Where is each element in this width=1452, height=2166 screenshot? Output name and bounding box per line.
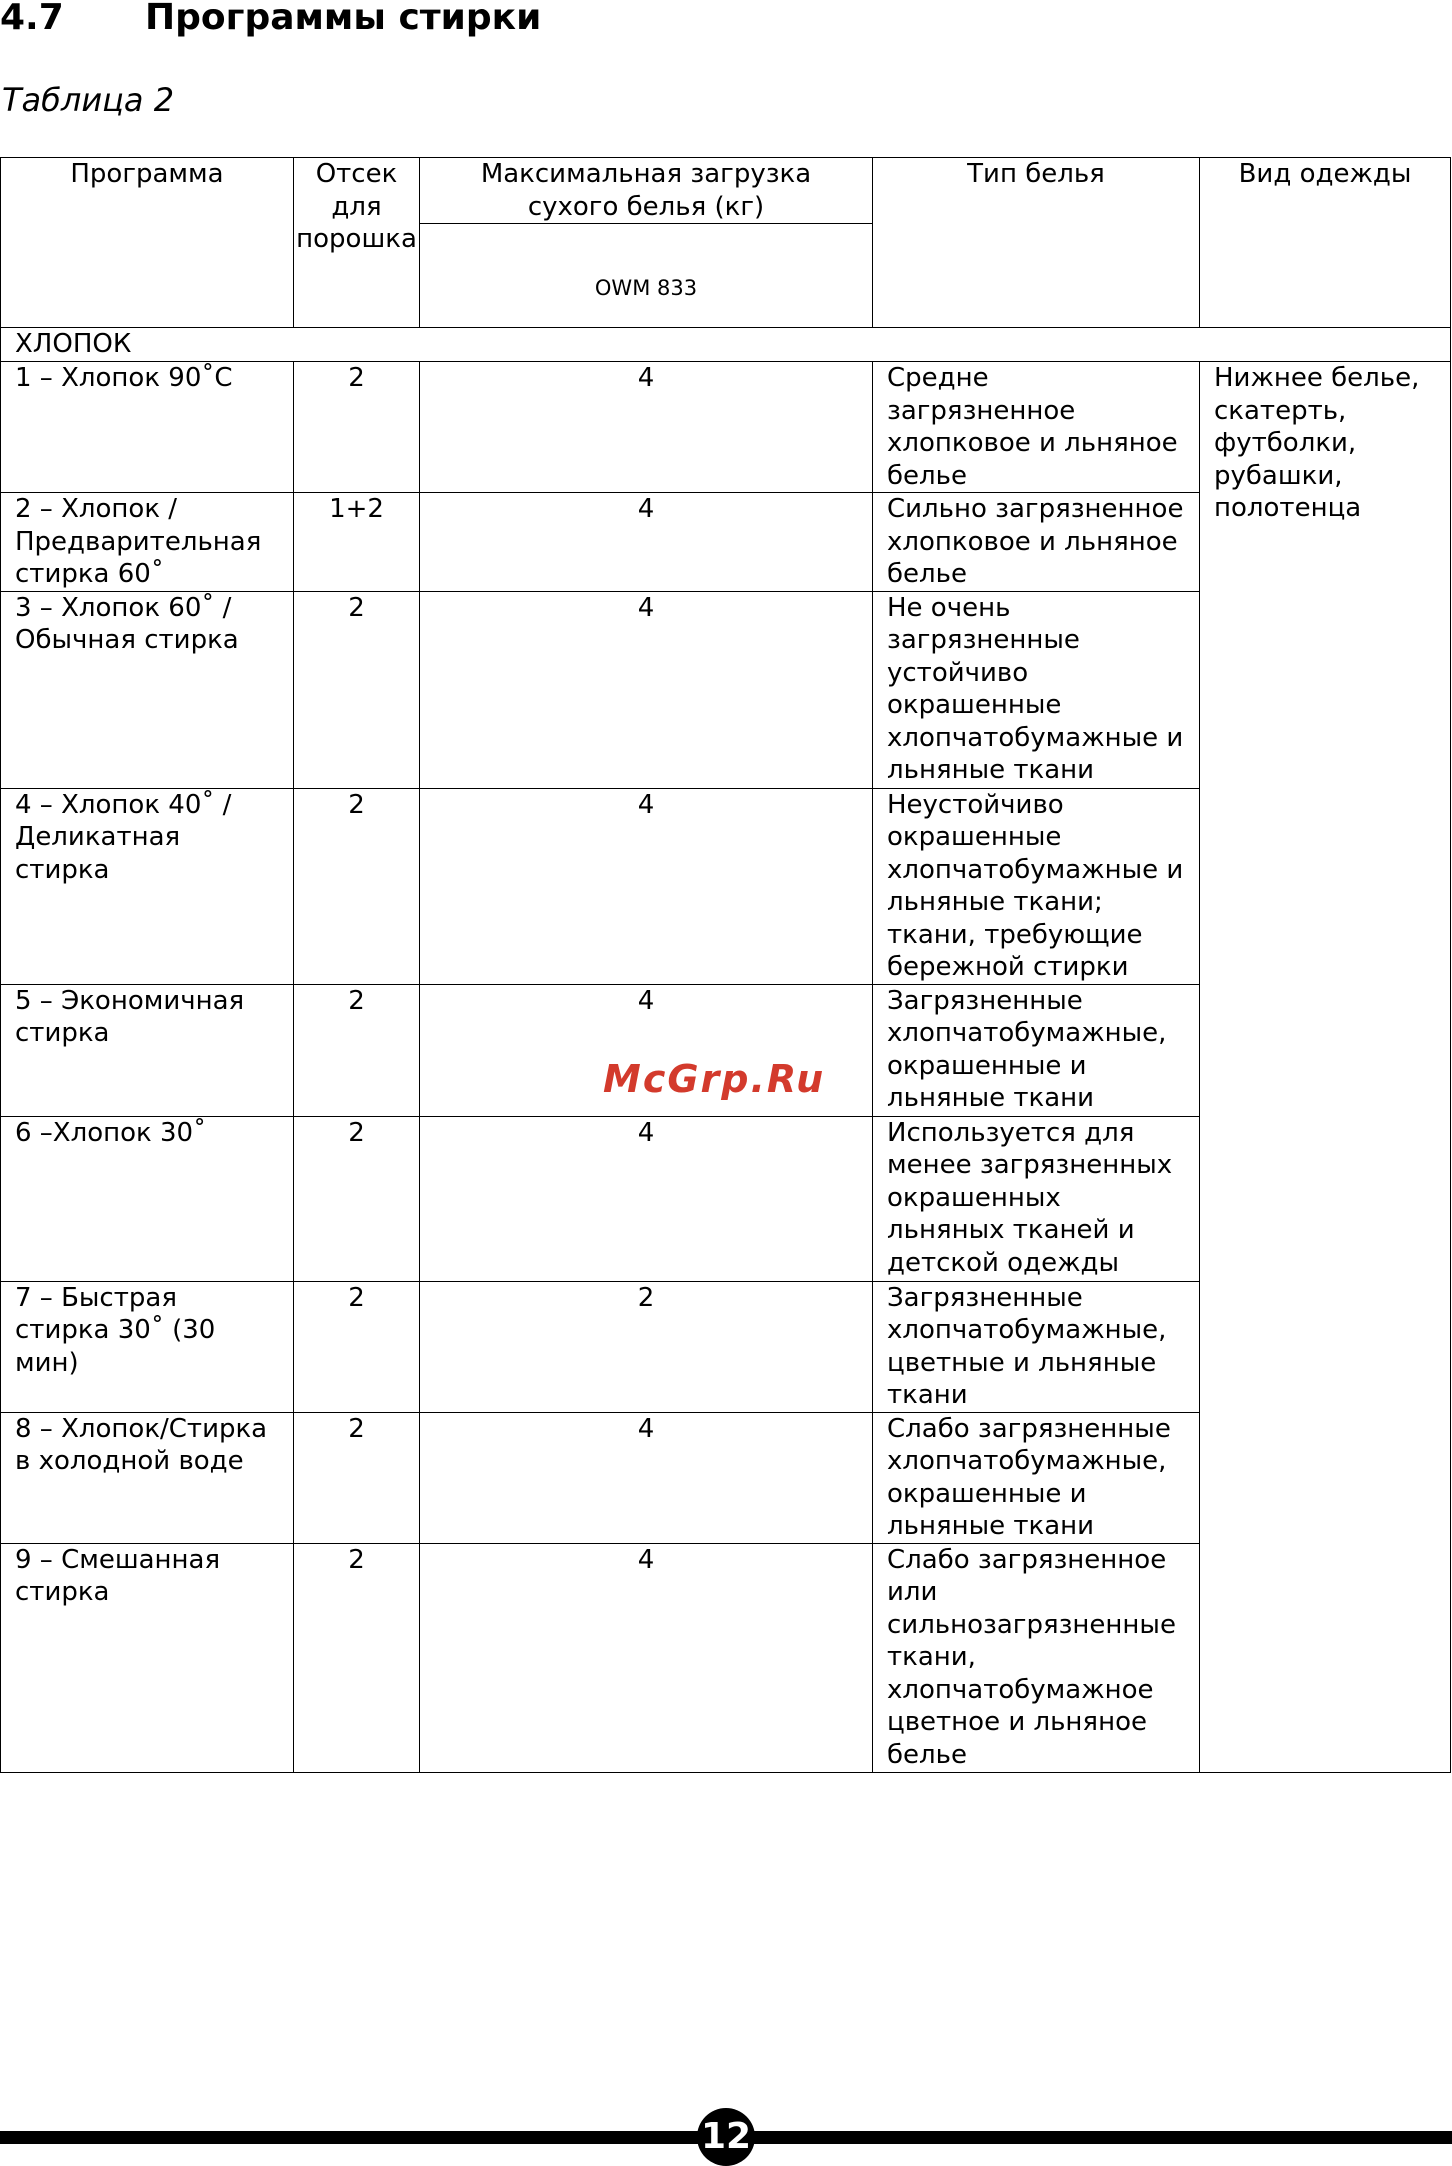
program-cell: 8 – Хлопок/Стирка в холодной воде [1, 1412, 294, 1543]
section-title [0, 0, 541, 40]
group-label: ХЛОПОК [1, 328, 1451, 362]
load-cell: 4 [420, 788, 873, 984]
load-cell: 4 [420, 984, 873, 1116]
program-cell: 2 – Хлопок / Предварительная стирка 60˚ [1, 493, 294, 592]
load-cell: 4 [420, 1543, 873, 1772]
compartment-cell: 2 [294, 1281, 420, 1412]
program-cell: 1 – Хлопок 90˚С [1, 362, 294, 493]
header-model: OWM 833 [420, 224, 873, 328]
load-cell: 4 [420, 591, 873, 788]
laundry-type-cell: Средне загрязненное хлопковое и льняное белье [873, 362, 1200, 493]
load-cell: 4 [420, 493, 873, 592]
header-garment: Вид одежды [1200, 158, 1451, 328]
program-cell: 9 – Смешанная стирка [1, 1543, 294, 1772]
program-cell: 4 – Хлопок 40˚ / Деликатная стирка [1, 788, 294, 984]
program-cell: 3 – Хлопок 60˚ / Обычная стирка [1, 591, 294, 788]
laundry-type-cell: Загрязненные хлопчатобумажные, окрашенные и льняные ткани [873, 984, 1200, 1116]
laundry-type-cell: Неустойчиво окрашенные хлопчатобумажные и льняные ткани; ткани, требующие бережной стирки [873, 788, 1200, 984]
wash-programs-table [0, 157, 1451, 1773]
page-number-badge: 12 [697, 2108, 755, 2166]
section-number: 4.7 [0, 0, 64, 38]
compartment-cell: 1+2 [294, 493, 420, 592]
load-cell: 4 [420, 1412, 873, 1543]
program-cell: 7 – Быстрая стирка 30˚ (30 мин) [1, 1281, 294, 1412]
compartment-cell: 2 [294, 362, 420, 493]
compartment-cell: 2 [294, 1412, 420, 1543]
compartment-cell: 2 [294, 1116, 420, 1281]
laundry-type-cell: Используется для менее загрязненных окрашенных льняных тканей и детской одежды [873, 1116, 1200, 1281]
header-laundry-type: Тип белья [873, 158, 1200, 328]
watermark-text: McGrp.Ru [603, 1057, 826, 1101]
laundry-type-cell: Не очень загрязненные устойчиво окрашенные хлопчатобумажные и льняные ткани [873, 591, 1200, 788]
laundry-type-cell: Слабо загрязненное или сильнозагрязненные ткани, хлопчатобумажное цветное и льняное белье [873, 1543, 1200, 1772]
program-cell: 6 –Хлопок 30˚ [1, 1116, 294, 1281]
laundry-type-cell: Сильно загрязненное хлопковое и льняное белье [873, 493, 1200, 592]
section-heading: Программы стирки [145, 0, 542, 38]
compartment-cell: 2 [294, 591, 420, 788]
compartment-cell: 2 [294, 984, 420, 1116]
laundry-type-cell: Слабо загрязненные хлопчатобумажные, окрашенные и льняные ткани [873, 1412, 1200, 1543]
laundry-type-cell: Загрязненные хлопчатобумажные, цветные и льняные ткани [873, 1281, 1200, 1412]
load-cell: 2 [420, 1281, 873, 1412]
compartment-cell: 2 [294, 1543, 420, 1772]
header-program: Программа [1, 158, 294, 328]
header-row [1, 158, 1451, 224]
program-cell: 5 – Экономичная стирка [1, 984, 294, 1116]
header-max-load: Максимальная загрузка сухого белья (кг) [420, 158, 873, 224]
load-cell: 4 [420, 362, 873, 493]
garment-cell: Нижнее белье, скатерть, футболки, рубашки, полотенца [1200, 362, 1451, 1773]
table-row [1, 362, 1451, 493]
group-row [1, 328, 1451, 362]
load-cell: 4 [420, 1116, 873, 1281]
header-compartment: Отсек для порошка [294, 158, 420, 328]
table-caption: Таблица 2 [2, 81, 175, 119]
compartment-cell: 2 [294, 788, 420, 984]
